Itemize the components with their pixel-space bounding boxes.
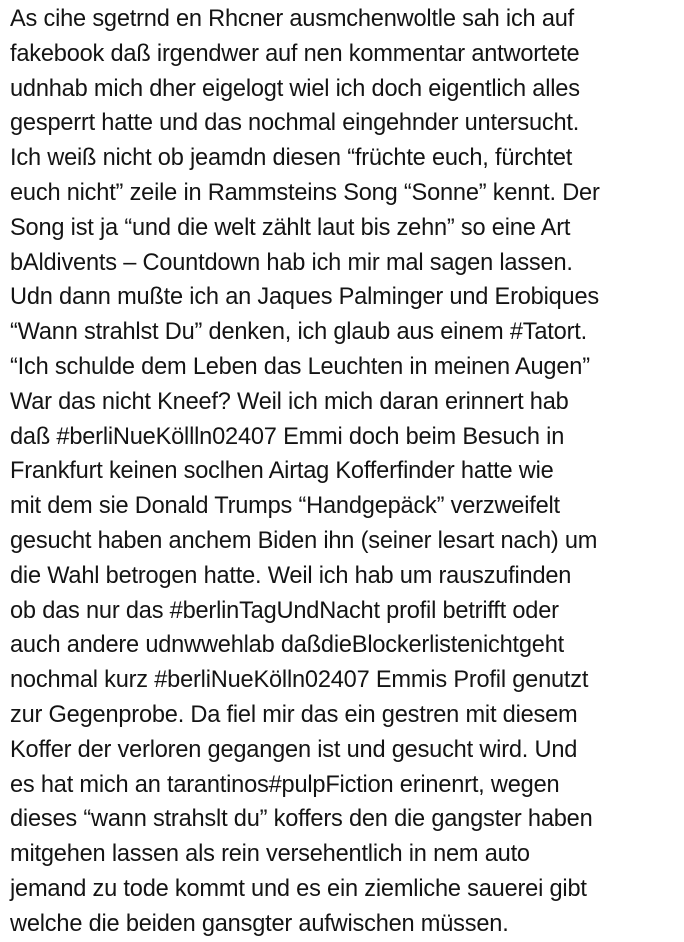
text-line: fakebook daß irgendwer auf nen kommentar antwortete bbox=[10, 40, 580, 67]
text-line: “Ich schulde dem Leben das Leuchten in meinen Augen” bbox=[10, 353, 590, 380]
text-line: Frankfurt keinen soclhen Airtag Kofferfinder hatte wie bbox=[10, 458, 554, 485]
text-line: bAldivents – Countdown hab ich mir mal sagen lassen. bbox=[10, 249, 573, 276]
text-line: Ich weiß nicht ob jeamdn diesen “früchte euch, fürchtet bbox=[10, 145, 573, 172]
text-line: die Wahl betrogen hatte. Weil ich hab um rauszufinden bbox=[10, 562, 572, 589]
text-line: auch andere udnwwehlab daßdieBlockerlistenichtgeht bbox=[10, 632, 564, 659]
text-line: euch nicht” zeile in Rammsteins Song “Sonne” kennt. Der bbox=[10, 179, 600, 206]
text-line: welche die beiden gansgter aufwischen müssen. bbox=[10, 910, 509, 937]
text-line: es hat mich an tarantinos#pulpFiction erinenrt, wegen bbox=[10, 771, 560, 798]
text-line: Udn dann mußte ich an Jaques Palminger und Erobiques bbox=[10, 284, 599, 311]
text-line: daß #berliNueKöllln02407 Emmi doch beim Besuch in bbox=[10, 423, 565, 450]
document-body bbox=[10, 2, 682, 942]
text-line: ob das nur das #berlinTagUndNacht profil betrifft oder bbox=[10, 597, 559, 624]
text-line: Song ist ja “und die welt zählt laut bis zehn” so eine Art bbox=[10, 214, 571, 241]
text-line: dieses “wann strahslt du” koffers den die gangster haben bbox=[10, 806, 593, 833]
text-line: udnhab mich dher eigelogt wiel ich doch eigentlich alles bbox=[10, 75, 580, 102]
text-line: zur Gegenprobe. Da fiel mir das ein gestren mit diesem bbox=[10, 701, 578, 728]
text-line: Koffer der verloren gegangen ist und gesucht wird. Und bbox=[10, 736, 578, 763]
text-line: mitgehen lassen als rein versehentlich in nem auto bbox=[10, 841, 530, 868]
text-line: As cihe sgetrnd en Rhcner ausmchenwoltle sah ich auf bbox=[10, 6, 575, 32]
text-line: gesucht haben anchem Biden ihn (seiner lesart nach) um bbox=[10, 527, 598, 554]
text-line: mit dem sie Donald Trumps “Handgepäck” verzweifelt bbox=[10, 493, 560, 520]
text-line: “Wann strahlst Du” denken, ich glaub aus einem #Tatort. bbox=[10, 319, 587, 346]
text-line: nochmal kurz #berliNueKölln02407 Emmis Profil genutzt bbox=[10, 667, 589, 694]
text-line: gesperrt hatte und das nochmal eingehnder untersucht. bbox=[10, 110, 580, 137]
text-line: War das nicht Kneef? Weil ich mich daran erinnert hab bbox=[10, 388, 569, 415]
text-line: jemand zu tode kommt und es ein ziemliche sauerei gibt bbox=[10, 875, 587, 902]
